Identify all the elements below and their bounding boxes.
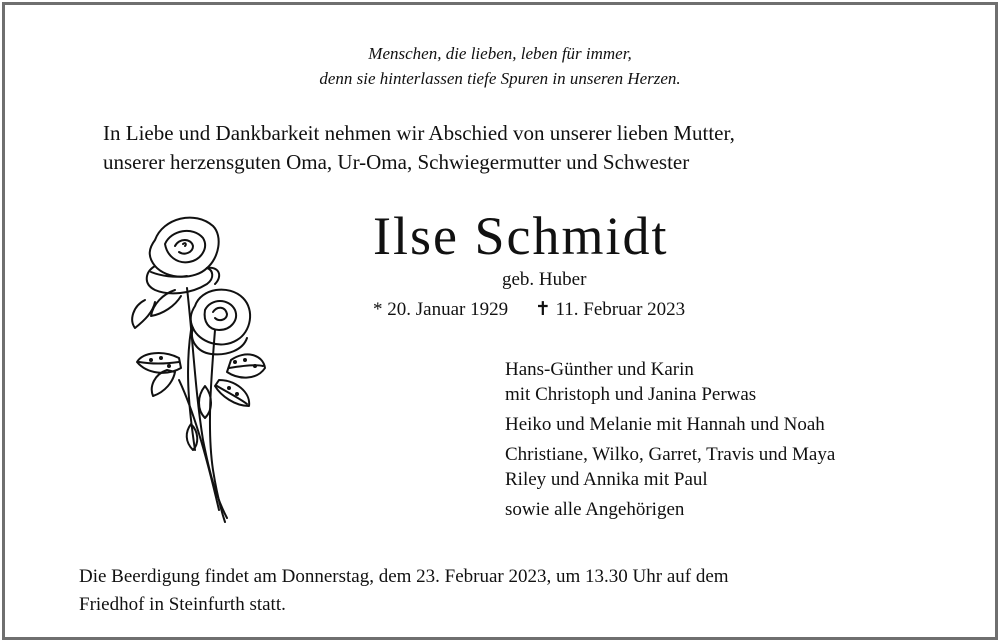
mourner-line: Christiane, Wilko, Garret, Travis und Maya xyxy=(505,444,836,465)
mourner-line: Hans-Günther und Karin xyxy=(505,359,694,380)
mourner-line: mit Christoph und Janina Perwas xyxy=(505,384,757,405)
maiden-name: geb. Huber xyxy=(502,269,587,290)
intro-line-2: unserer herzensguten Oma, Ur-Oma, Schwiegermutter und Schwester xyxy=(103,150,690,174)
mourner-line: sowie alle Angehörigen xyxy=(505,499,685,520)
funeral-line-1: Die Beerdigung findet am Donnerstag, dem 23. Februar 2023, um 13.30 Uhr auf dem xyxy=(79,566,729,587)
mourner-group xyxy=(505,497,835,522)
funeral-info xyxy=(79,563,729,619)
rose-icon xyxy=(115,210,275,525)
birth-date: * 20. Januar 1929 xyxy=(373,299,509,320)
life-dates xyxy=(373,298,685,321)
mourner-group xyxy=(505,412,835,437)
quote-line-2: denn sie hinterlassen tiefe Spuren in unseren Herzen. xyxy=(319,69,681,88)
mourner-group xyxy=(505,442,835,492)
death-date: ✝ 11. Februar 2023 xyxy=(534,299,686,320)
obituary-notice xyxy=(2,2,998,640)
funeral-line-2: Friedhof in Steinfurth statt. xyxy=(79,594,286,615)
deceased-name: Ilse Schmidt xyxy=(373,206,669,266)
quote xyxy=(5,41,995,91)
intro-text xyxy=(103,119,735,177)
mourner-line: Riley und Annika mit Paul xyxy=(505,469,708,490)
mourner-line: Heiko und Melanie mit Hannah und Noah xyxy=(505,414,825,435)
intro-line-1: In Liebe und Dankbarkeit nehmen wir Abschied von unserer lieben Mutter, xyxy=(103,121,735,145)
mourners-list xyxy=(505,357,835,527)
mourner-group xyxy=(505,357,835,407)
quote-line-1: Menschen, die lieben, leben für immer, xyxy=(368,44,632,63)
